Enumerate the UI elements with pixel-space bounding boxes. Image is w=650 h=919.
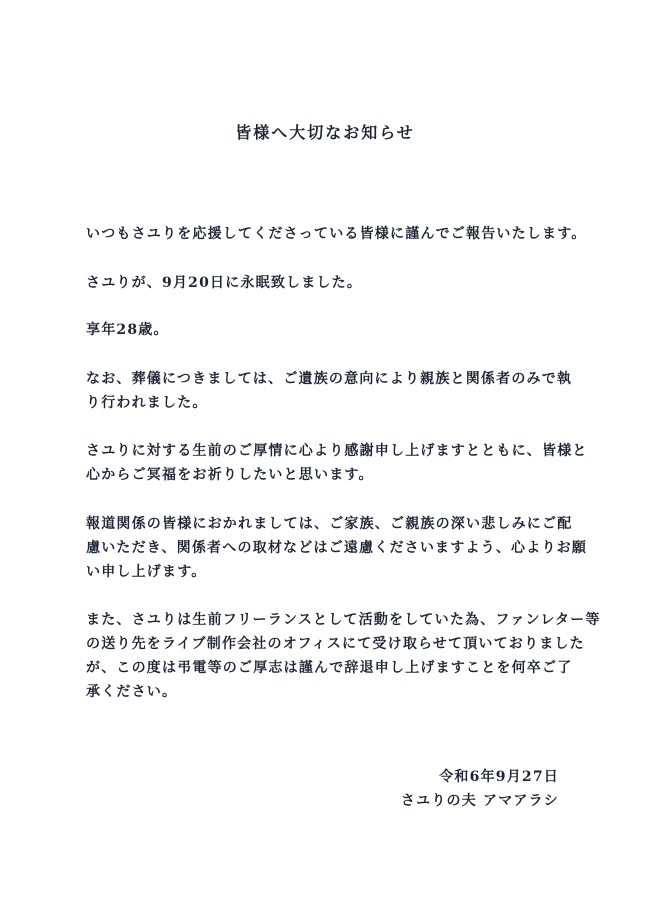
paragraph-line: い申し上げます。 bbox=[86, 564, 207, 580]
signature-author: さユりの夫 アマアラシ bbox=[400, 793, 559, 809]
signature-block bbox=[401, 765, 559, 813]
paragraph-line: の送り先をライブ制作会社のオフィスにて受け取らせて頂いておりました bbox=[86, 636, 585, 652]
paragraph-line: が、この度は弔電等のご厚志は謹んで辞退申し上げますことを何卒ご了 bbox=[86, 660, 573, 676]
paragraph-line: 心からご冥福をお祈りしたいと思います。 bbox=[86, 467, 374, 483]
paragraph-funeral bbox=[86, 367, 572, 415]
paragraph-line: さユりに対する生前のご厚情に心より感謝申し上げますとともに、皆様と bbox=[86, 443, 588, 459]
paragraph-line: り行われました。 bbox=[86, 395, 208, 411]
paragraph-passing bbox=[86, 271, 362, 295]
paragraph-line: 享年28歳。 bbox=[86, 322, 169, 338]
paragraph-line: また、さユりは生前フリーランスとして活動をしていた為、ファンレター等 bbox=[86, 612, 601, 628]
paragraph-line: 慮いただき、関係者への取材などはご遠慮くださいますよう、心よりお願 bbox=[86, 540, 588, 556]
paragraph-press-request bbox=[86, 512, 587, 584]
signature-date: 令和6年9月27日 bbox=[439, 769, 559, 785]
paragraph-report bbox=[86, 222, 586, 246]
paragraph-line: 報道関係の皆様におかれましては、ご家族、ご親族の深い悲しみにご配 bbox=[86, 516, 573, 532]
paragraph-line: いつもさユりを応援してくださっている皆様に謹んでご報告いたします。 bbox=[86, 226, 587, 242]
page-title: 皆様へ大切なお知らせ bbox=[235, 123, 415, 142]
paragraph-line: さユりが、9月20日に永眠致しました。 bbox=[86, 275, 363, 291]
paragraph-line: 承ください。 bbox=[86, 684, 178, 700]
paragraph-condolences-declined bbox=[86, 608, 601, 704]
paragraph-age bbox=[86, 318, 169, 342]
paragraph-line: なお、葬儀につきましては、ご遺族の意向により親族と関係者のみで執 bbox=[86, 371, 573, 387]
paragraph-gratitude bbox=[86, 439, 588, 487]
